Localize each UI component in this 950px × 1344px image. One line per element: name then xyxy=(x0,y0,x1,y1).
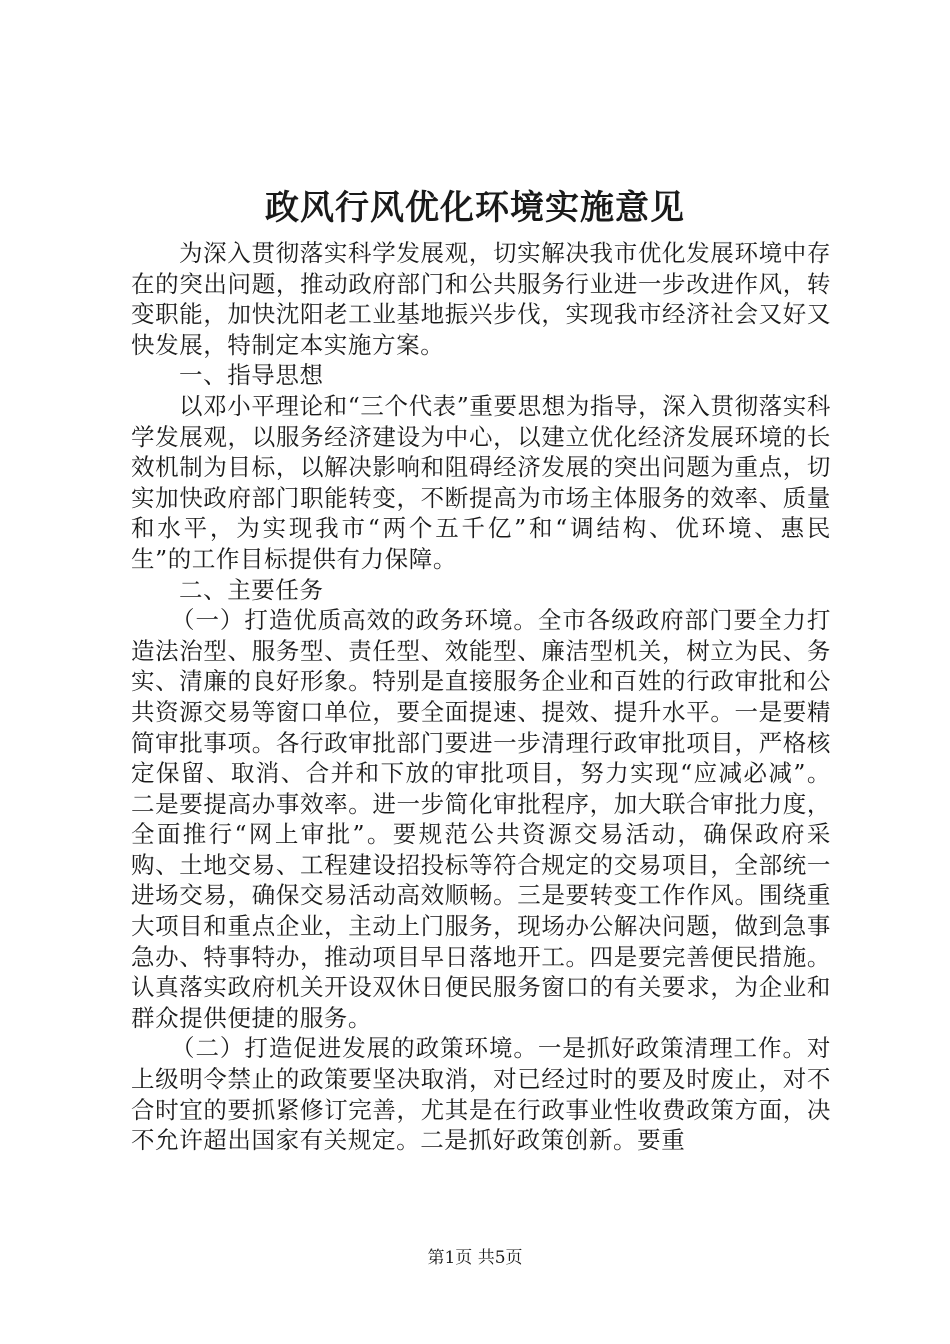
section-heading-main-tasks: 二、主要任务 xyxy=(179,575,324,604)
document-title: 政风行风优化环境实施意见 xyxy=(265,188,685,228)
page-number-footer: 第1页 共5页 xyxy=(427,1248,523,1268)
document-body xyxy=(131,238,831,1156)
section-heading-guiding-ideology: 一、指导思想 xyxy=(179,361,324,390)
guiding-ideology-paragraph: 以邓小平理论和“三个代表”重要思想为指导，深入贯彻落实科学发展观，以服务经济建设为中心，以建立优化经济发展环境的长效机制为目标，以解决影响和阻碍经济发展的突出问题为重点，切实加快政府部门职能转变，不断提高为市场主体服务的效率、质量和水平，为实现我市“两个五千亿”和“调结构、优环境、惠民生”的工作目标提供有力保障。 xyxy=(131,391,831,573)
task-2-paragraph: （二）打造促进发展的政策环境。一是抓好政策清理工作。对上级明令禁止的政策要坚决取消，对已经过时的要及时废止，对不合时宜的要抓紧修订完善，尤其是在行政事业性收费政策方面，决不允许超出国家有关规定。二是抓好政策创新。要重 xyxy=(131,1034,831,1155)
task-1-paragraph: （一）打造优质高效的政务环境。全市各级政府部门要全力打造法治型、服务型、责任型、效能型、廉洁型机关，树立为民、务实、清廉的良好形象。特别是直接服务企业和百姓的行政审批和公共资源交易等窗口单位，要全面提速、提效、提升水平。一是要精简审批事项。各行政审批部门要进一步清理行政审批项目，严格核定保留、取消、合并和下放的审批项目，努力实现“应减必减”。二是要提高办事效率。进一步简化审批程序，加大联合审批力度，全面推行“网上审批”。要规范公共资源交易活动，确保政府采购、土地交易、工程建设招投标等符合规定的交易项目，全部统一进场交易，确保交易活动高效顺畅。三是要转变工作作风。围绕重大项目和重点企业，主动上门服务，现场办公解决问题，做到急事急办、特事特办，推动项目早日落地开工。四是要完善便民措施。认真落实政府机关开设双休日便民服务窗口的有关要求，为企业和群众提供便捷的服务。 xyxy=(131,606,831,1032)
intro-paragraph: 为深入贯彻落实科学发展观，切实解决我市优化发展环境中存在的突出问题，推动政府部门和公共服务行业进一步改进作风，转变职能，加快沈阳老工业基地振兴步伐，实现我市经济社会又好又快发展，特制定本实施方案。 xyxy=(131,239,831,359)
